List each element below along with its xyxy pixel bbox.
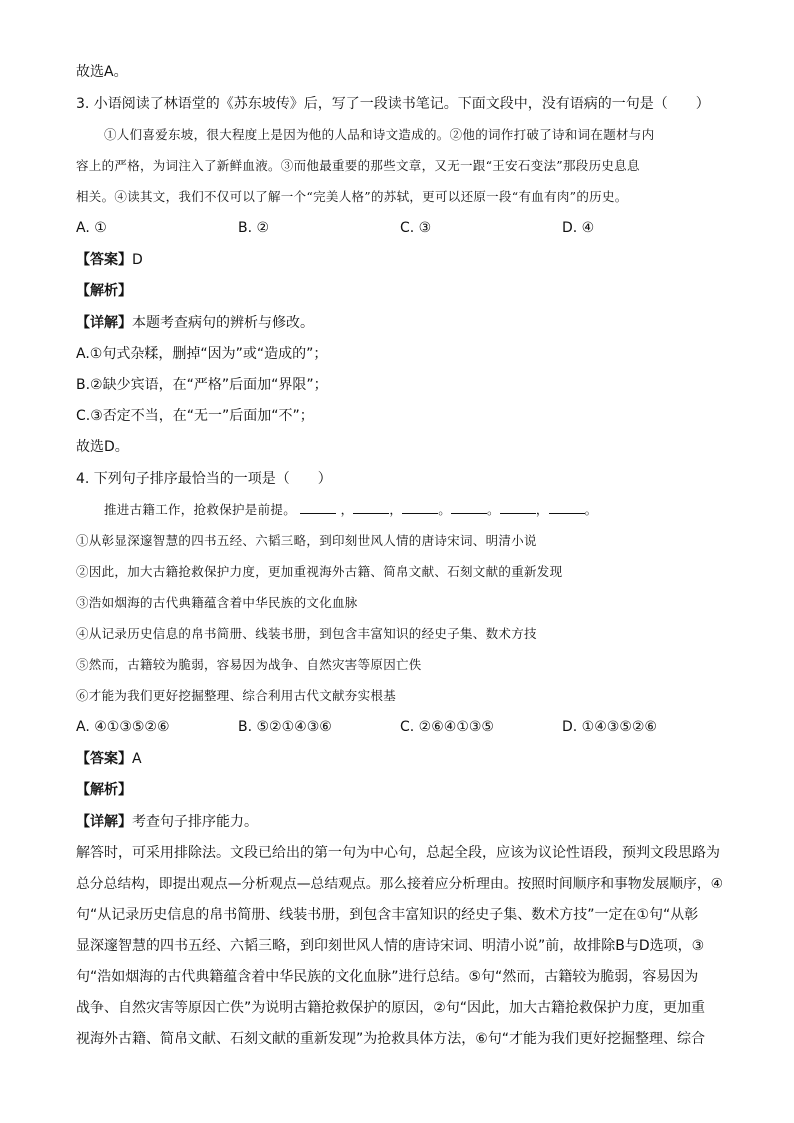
q3-detail [76,313,314,333]
q3-answer [76,250,143,270]
q3-analysis-label: 【解析】 [76,283,132,299]
q4-explanation-line: 显深邃智慧的四书五经、六韬三略，到印刻世风人情的唐诗宋词、明清小说”前，故排除B与D选项，③ [76,938,705,954]
blank [300,501,336,514]
q3-passage-line: ①人们喜爱东坡，很大程度上是因为他的人品和诗文造成的。②他的词作打破了诗和词在题材与内 [104,127,655,142]
answer-label: 【答案】 [76,751,132,767]
q4-sentence: ⑥才能为我们更好挖掘整理、综合利用古代文献夯实根基 [76,688,397,703]
q3-stem: 3. 小语阅读了林语堂的《苏东坡传》后，写了一段读书笔记。下面文段中，没有语病的一句是（ ） [76,96,710,112]
q4-sentence: ⑤然而，古籍较为脆弱，容易因为战争、自然灾害等原因亡佚 [76,657,422,672]
blank [402,501,438,514]
q4-answer [76,749,142,769]
q4-lead-sentence: 推进古籍工作，抢救保护是前提。 ， ， 。 。 ， 。 [104,502,598,517]
answer-value: D [132,252,143,268]
q3-passage-line: 容上的严格，为词注入了新鲜血液。③而他最重要的那些文章，又无一跟“王安石变法”那段历史息息 [76,158,640,173]
q4-analysis-label: 【解析】 [76,782,132,798]
q4-explanation-line: 战争、自然灾害等原因亡佚”为说明古籍抢救保护的原因，②句“因此，加大古籍抢救保护力度，更加重 [76,1000,706,1016]
q4-explanation-line: 解答时，可采用排除法。文段已给出的第一句为中心句，总起全段，应该为议论性语段，预判文段思路为 [76,845,720,861]
q4-explanation-line: 总分总结构，即提出观点—分析观点—总结观点。那么接着应分析理由。按照时间顺序和事物发展顺序，④ [76,876,724,892]
q3-explanation-c: C.③否定不当，在“无一”后面加“不”； [76,408,314,424]
blank [549,501,585,514]
q4-option-c: C. ②⑥④①③⑤ [400,719,494,735]
q4-sentence: ②因此，加大古籍抢救保护力度，更加重视海外古籍、简帛文献、石刻文献的重新发现 [76,564,563,579]
q4-lead: 推进古籍工作，抢救保护是前提。 [104,502,297,517]
q4-sentence: ①从彰显深邃智慧的四书五经、六韬三略，到印刻世风人情的唐诗宋词、明清小说 [76,533,537,548]
q4-stem: 4. 下列句子排序最恰当的一项是（ ） [76,471,332,487]
blank [451,501,487,514]
q4-option-d: D. ①④③⑤②⑥ [562,719,657,735]
detail-label: 【详解】 [76,315,132,331]
detail-text: 考查句子排序能力。 [132,814,258,830]
q3-option-b: B. ② [238,220,270,236]
detail-text: 本题考查病句的辨析与修改。 [132,315,314,331]
q3-option-d: D. ④ [562,220,595,236]
q3-select: 故选D。 [76,439,129,455]
blank [500,501,536,514]
prev-answer-select: 故选A。 [76,64,128,80]
q4-detail [76,812,258,832]
q4-sentence: ③浩如烟海的古代典籍蕴含着中华民族的文化血脉 [76,595,358,610]
answer-value: A [132,751,142,767]
detail-label: 【详解】 [76,814,132,830]
q3-option-c: C. ③ [400,220,432,236]
q3-passage-line: 相关。④读其文，我们不仅可以了解一个“完美人格”的苏轼，更可以还原一段“有血有肉”的历史。 [76,189,628,204]
q4-option-b: B. ⑤②①④③⑥ [238,719,332,735]
q3-explanation-b: B.②缺少宾语，在“严格”后面加“界限”； [76,377,328,393]
blank [353,501,389,514]
q4-explanation-line: 视海外古籍、简帛文献、石刻文献的重新发现”为抢救具体方法，⑥句“才能为我们更好挖掘整理、综合 [76,1031,706,1047]
q4-explanation-line: 句“从记录历史信息的帛书简册、线装书册，到包含丰富知识的经史子集、数术方技”一定在①句“从彰 [76,907,699,923]
q4-option-a: A. ④①③⑤②⑥ [76,719,170,735]
q3-explanation-a: A.①句式杂糅，删掉“因为”或“造成的”； [76,346,328,362]
q3-option-a: A. ① [76,220,107,236]
q4-sentence: ④从记录历史信息的帛书简册、线装书册，到包含丰富知识的经史子集、数术方技 [76,626,537,641]
answer-label: 【答案】 [76,252,132,268]
q4-explanation-line: 句“浩如烟海的古代典籍蕴含着中华民族的文化血脉”进行总结。⑤句“然而，古籍较为脆弱，容易因为 [76,969,699,985]
